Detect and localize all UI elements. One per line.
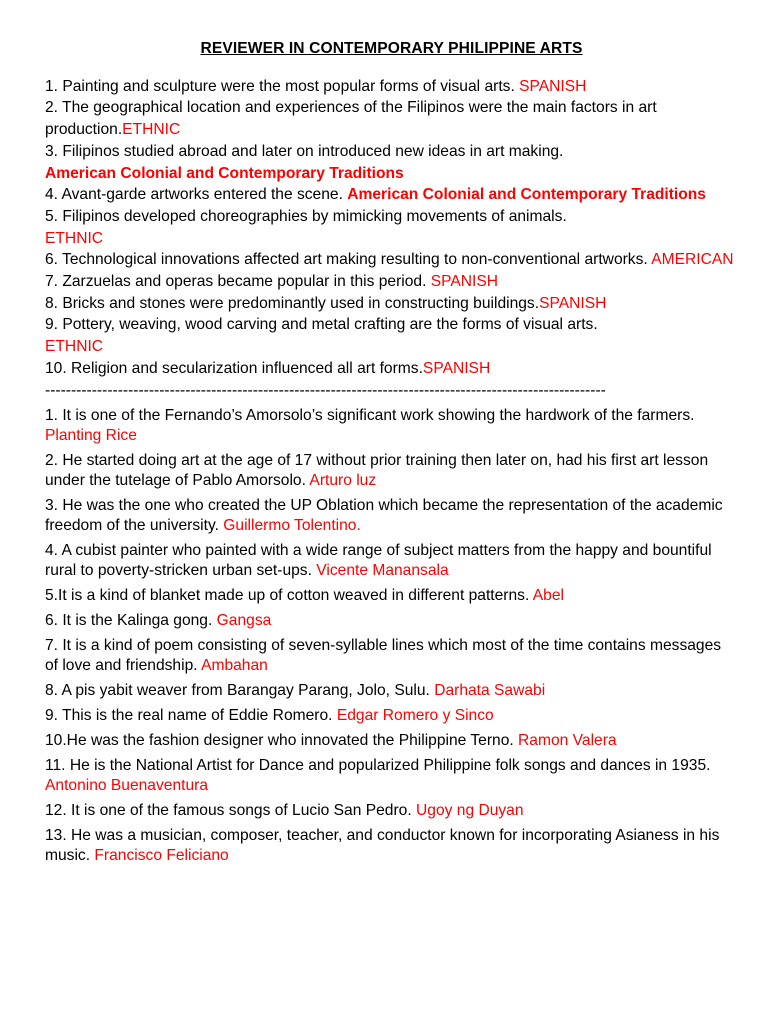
question-item xyxy=(45,731,738,751)
answer-text: SPANISH xyxy=(539,294,607,312)
question-text: 1. Painting and sculpture were the most popular forms of visual arts xyxy=(45,77,511,95)
answer-text: Antonino Buenaventura xyxy=(45,776,208,794)
answer-text: Arturo luz xyxy=(309,471,377,489)
answer-text: Darhata Sawabi xyxy=(434,681,546,699)
question-text: 5. Filipinos developed choreographies by mimicking movements of animals. xyxy=(45,207,567,225)
question-item xyxy=(45,586,738,606)
answer-text: AMERICAN xyxy=(651,251,734,269)
question-item xyxy=(45,636,738,676)
question-text: 3. He was the one who created the UP Oblation which became the representation of the academic freedom of the university. xyxy=(45,496,723,534)
question-item xyxy=(45,801,738,821)
answer-text: Ambahan xyxy=(201,656,268,674)
question-text: 7. Zarzuelas and operas became popular in this period xyxy=(45,273,423,291)
question-item xyxy=(45,76,738,98)
answer-text: Planting Rice xyxy=(45,426,137,444)
answer-text: American Colonial and Contemporary Traditions xyxy=(347,186,706,204)
question-text: 2. He started doing art at the age of 17 without prior training then later on, had his first art lesson under the tutelage of Pablo Amorsolo. xyxy=(45,451,709,489)
question-item xyxy=(45,406,738,446)
question-item xyxy=(45,293,738,315)
question-item xyxy=(45,496,738,536)
question-item xyxy=(45,706,738,726)
section-divider: ------------------------------------------------------------------------------------------------------------ xyxy=(45,381,606,399)
question-text: 12. It is one of the famous songs of Lucio San Pedro. xyxy=(45,801,412,819)
question-item xyxy=(45,141,738,184)
separator: . xyxy=(643,251,652,269)
question-item xyxy=(45,826,738,866)
question-text: 10. Religion and secularization influenced all art forms. xyxy=(45,359,423,377)
question-text: 2. The geographical location and experiences of the Filipinos were the main factors in art production. xyxy=(45,99,657,139)
question-item xyxy=(45,358,738,380)
answer-text: ETHNIC xyxy=(122,121,181,139)
question-text: 6. It is the Kalinga gong. xyxy=(45,611,213,629)
question-item xyxy=(45,611,738,631)
answer-text: Gangsa xyxy=(216,611,272,629)
question-item xyxy=(45,206,738,249)
answer-text: Ramon Valera xyxy=(518,731,617,749)
separator: . xyxy=(422,273,431,291)
question-item xyxy=(45,271,738,293)
question-item xyxy=(45,184,738,206)
answer-text: Francisco Feliciano xyxy=(94,846,229,864)
question-text: 8. A pis yabit weaver from Barangay Parang, Jolo, Sulu. xyxy=(45,681,430,699)
question-text: 9. This is the real name of Eddie Romero. xyxy=(45,706,333,724)
question-text: 11. He is the National Artist for Dance and popularized Philippine folk songs and dances in 1935. xyxy=(45,756,711,774)
question-item xyxy=(45,97,738,140)
answer-text: Ugoy ng Duyan xyxy=(416,801,524,819)
question-text: 8. Bricks and stones were predominantly used in constructing buildings. xyxy=(45,294,540,312)
answer-text: American Colonial and Contemporary Traditions xyxy=(45,164,404,182)
question-item xyxy=(45,681,738,701)
answer-text: SPANISH xyxy=(430,273,499,291)
separator: . xyxy=(510,77,520,95)
question-text: 1. It is one of the Fernando’s Amorsolo’s significant work showing the hardwork of the farmers. xyxy=(45,406,695,424)
answer-text: Abel xyxy=(532,586,564,604)
question-item xyxy=(45,314,738,357)
question-text: 5.It is a kind of blanket made up of cotton weaved in different patterns. xyxy=(45,586,530,604)
section-1-list xyxy=(45,76,738,380)
question-text: 10.He was the fashion designer who innovated the Philippine Terno. xyxy=(45,731,514,749)
section-2-list xyxy=(45,406,738,866)
question-text: 6. Technological innovations affected art making resulting to non-conventional artworks xyxy=(45,251,644,269)
question-text: 7. It is a kind of poem consisting of seven-syllable lines which most of the time contains messages of love and friendship. xyxy=(45,636,722,674)
question-text: 3. Filipinos studied abroad and later on introduced new ideas in art making. xyxy=(45,142,564,160)
answer-text: ETHNIC xyxy=(45,338,104,356)
answer-text: SPANISH xyxy=(519,77,587,95)
question-item xyxy=(45,756,738,796)
question-item xyxy=(45,451,738,491)
question-item xyxy=(45,541,738,581)
answer-text: Vicente Manansala xyxy=(316,561,449,579)
document-title: REVIEWER IN CONTEMPORARY PHILIPPINE ARTS xyxy=(200,40,583,57)
question-text: 4. A cubist painter who painted with a wide range of subject matters from the happy and bountiful rural to poverty-stricken urban set-ups. xyxy=(45,541,712,579)
answer-text: SPANISH xyxy=(422,359,491,377)
question-text: 9. Pottery, weaving, wood carving and metal crafting are the forms of visual arts. xyxy=(45,316,598,334)
answer-text: ETHNIC xyxy=(45,229,104,247)
answer-text: Edgar Romero y Sinco xyxy=(336,706,494,724)
answer-text: Guillermo Tolentino. xyxy=(223,516,361,534)
question-text: 4. Avant-garde artworks entered the scene. xyxy=(45,186,343,204)
question-item xyxy=(45,249,738,271)
question-text: 13. He was a musician, composer, teacher, and conductor known for incorporating Asianess in his music. xyxy=(45,826,720,864)
